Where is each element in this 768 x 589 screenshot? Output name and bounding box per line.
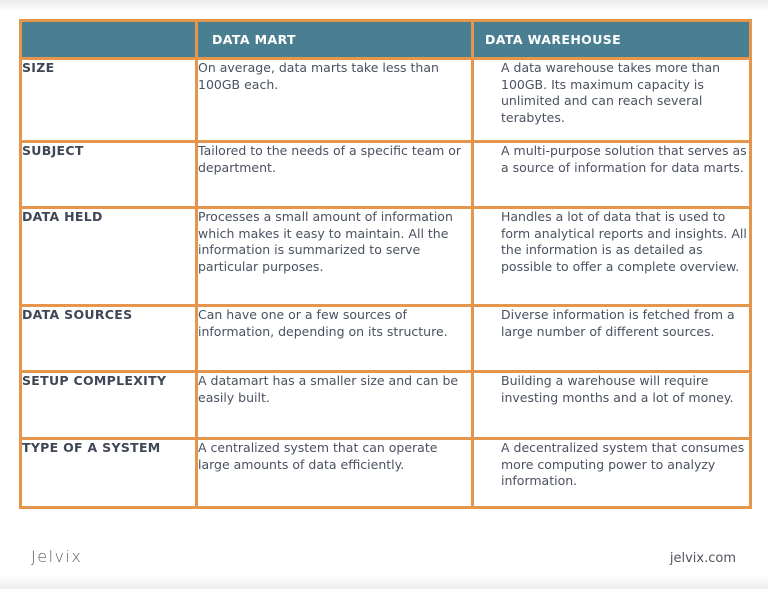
comparison-table bbox=[19, 19, 752, 509]
data-mart-cell: Can have one or a few sources of information, depending on its structure. bbox=[197, 306, 473, 372]
table-row bbox=[21, 439, 751, 508]
table-row bbox=[21, 306, 751, 372]
row-label: DATA HELD bbox=[21, 208, 197, 306]
top-shade bbox=[0, 0, 768, 12]
jelvix-logo: Jelvix bbox=[31, 547, 83, 566]
data-warehouse-cell: Building a warehouse will require investing months and a lot of money. bbox=[473, 372, 751, 439]
data-mart-cell: On average, data marts take less than 100GB each. bbox=[197, 59, 473, 142]
header-row bbox=[21, 21, 751, 59]
data-warehouse-cell: A data warehouse takes more than 100GB. Its maximum capacity is unlimited and can reach several terabytes. bbox=[473, 59, 751, 142]
data-mart-cell: A centralized system that can operate large amounts of data efficiently. bbox=[197, 439, 473, 508]
data-mart-cell: A datamart has a smaller size and can be easily built. bbox=[197, 372, 473, 439]
header-data-mart: DATA MART bbox=[197, 21, 473, 59]
table-row bbox=[21, 142, 751, 208]
header-blank bbox=[21, 21, 197, 59]
data-warehouse-cell: A decentralized system that consumes more computing power to analyzy information. bbox=[473, 439, 751, 508]
row-label: TYPE OF A SYSTEM bbox=[21, 439, 197, 508]
table-row bbox=[21, 59, 751, 142]
bottom-shade bbox=[0, 575, 768, 589]
data-warehouse-cell: Handles a lot of data that is used to form analytical reports and insights. All the information is as detailed as possible to offer a complete overview. bbox=[473, 208, 751, 306]
data-mart-cell: Processes a small amount of information which makes it easy to maintain. All the information is summarized to serve particular purposes. bbox=[197, 208, 473, 306]
row-label: DATA SOURCES bbox=[21, 306, 197, 372]
data-warehouse-cell: Diverse information is fetched from a large number of different sources. bbox=[473, 306, 751, 372]
footer-url: jelvix.com bbox=[669, 551, 736, 566]
table-row bbox=[21, 372, 751, 439]
row-label: SETUP COMPLEXITY bbox=[21, 372, 197, 439]
table-row bbox=[21, 208, 751, 306]
row-label: SUBJECT bbox=[21, 142, 197, 208]
row-label: SIZE bbox=[21, 59, 197, 142]
data-warehouse-cell: A multi-purpose solution that serves as a source of information for data marts. bbox=[473, 142, 751, 208]
header-data-warehouse: DATA WAREHOUSE bbox=[473, 21, 751, 59]
data-mart-cell: Tailored to the needs of a specific team or department. bbox=[197, 142, 473, 208]
